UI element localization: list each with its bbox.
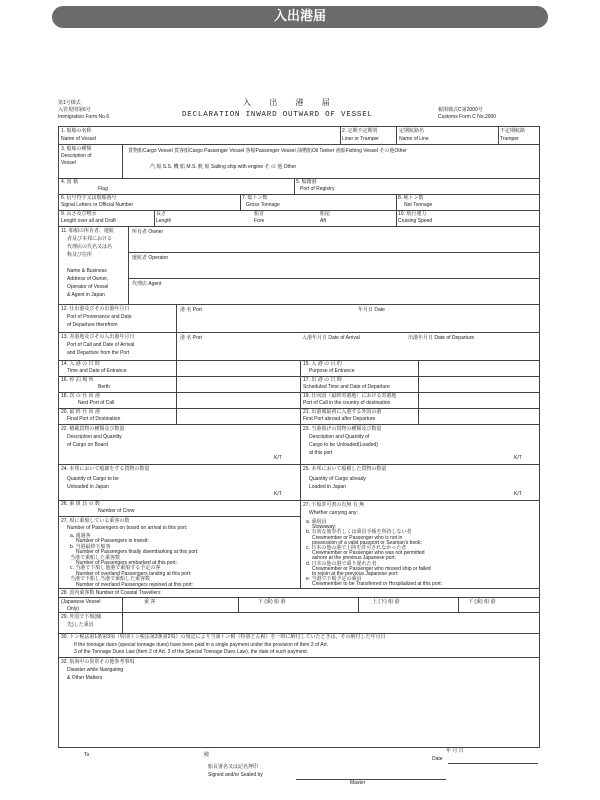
fore-label-en: Fore: [254, 218, 265, 224]
gross-tonnage-label-en: Gross Tonnage: [246, 202, 280, 208]
propulsion-options: 汽 船 S.S. 機 船 M.S. 帆 船 Sailing ship with engine そ の 他 Other: [150, 164, 297, 170]
vessel-name-label-en: Name of Vessel: [61, 136, 97, 142]
speed-label-en: Cruising Speed: [398, 218, 433, 224]
berth-label: 16. 停 泊 場 所: [61, 377, 94, 383]
call-arrival: 入港年月日 Date of Arrival: [302, 335, 360, 341]
cargo-unload-label-2: Description and Quantity of: [309, 434, 370, 440]
footer-dono: 殿: [204, 752, 210, 758]
owner-label-en-2: Address of Owner,: [67, 276, 109, 282]
passenger-line: a. 通過客: [70, 533, 91, 539]
page-banner: 入出港届: [52, 6, 548, 28]
provenance-label-1: 12. 仕出港及びその出港年月日: [61, 306, 130, 312]
operator-field: 運航者 Operator: [132, 255, 169, 261]
coastal-port-col-3: 下 (乗) 船 港: [468, 599, 496, 605]
cargo-unload-label-4: at this port: [309, 450, 333, 456]
registry-port-label: 5. 船籍港: [296, 179, 317, 185]
passenger-line: b. 当港最終下船客: [70, 543, 111, 550]
aft-label-en: Aft: [320, 218, 327, 224]
aft-label: 船尾: [320, 211, 331, 217]
passenger-line: 当港で下船し当港で乗船した乗客数: [70, 576, 151, 583]
crew-number-label: 26. 乗 組 員 の 数: [61, 501, 100, 507]
title-japanese: 入 出 港 届: [243, 98, 338, 107]
customs-form-2: Customs Form C No.2000: [438, 114, 497, 120]
cargo-on-board-unit: K/T: [274, 455, 282, 461]
passenger-line: Number of Passengers in transit:: [76, 538, 149, 545]
entrance-time-label-en: Time and Date of Entrance: [67, 368, 127, 374]
length-draft-label: 9. 長さ及び喫水: [61, 211, 97, 217]
provenance-date: 年月日 Date: [358, 307, 385, 313]
call-port: 港 名 Port: [180, 335, 202, 341]
permit-line: Crewmember or Passenger who was not permitted: [312, 550, 425, 557]
permit-line: e. 当港で下船予定の乗員: [306, 576, 362, 583]
japanese-vessel-label: (Japanese Vessel: [61, 599, 101, 605]
liner-name-label: 定期航路名: [399, 128, 425, 134]
next-port-label: 18. 次 の 仕 向 港: [61, 393, 100, 399]
cargo-unload-label-3: Cargo to be Unloaded(Loaded): [309, 442, 378, 448]
next-port-label-en: Next Port of Call: [78, 400, 115, 406]
form-number-1: 第1号様式: [58, 100, 81, 106]
loaded-japan-label-2: Quantity of Cargo already: [309, 476, 366, 482]
loaded-japan-unit: K/T: [514, 491, 522, 497]
foreign-disembark-label-2: 先)した乗員: [67, 622, 94, 628]
vessel-type-label: 3. 船舶の種類: [61, 146, 92, 152]
call-label-2: Port of Call and Date of Arrival: [67, 342, 135, 348]
entrance-time-label: 14. 入 港 の 日 時: [61, 361, 100, 367]
permit-line: possession of a valid passport or Seaman's book:: [312, 539, 422, 546]
permit-line: Stowaway:: [312, 524, 337, 531]
coastal-port-col-1: 下 (乗) 船 港: [258, 599, 286, 605]
call-label-3: and Departure from the Port: [67, 350, 130, 356]
owner-label-en-3: Operator of Vessel: [67, 284, 109, 290]
cargo-on-board-label-2: Description and Quantity: [67, 434, 122, 440]
other-matters-label-2: Disaster while Navigating: [67, 667, 124, 673]
tramper-label-en: Tramper: [500, 136, 519, 142]
entrance-purpose-label: 15. 入 港 の 目 的: [303, 361, 342, 367]
crew-number-label-en: Number of Crew: [98, 508, 135, 514]
flag-label: 4. 国 籍: [61, 179, 78, 185]
loaded-japan-label-1: 25. 本邦において船積した貨物の数量: [303, 466, 387, 472]
permit-line: Crewmember to be Transferred or Hospitalized at this port:: [312, 581, 443, 588]
speed-label: 10. 航行速力: [398, 211, 427, 217]
tonnage-dues-label-3: 3 of the Tonnage Dues Law (Item 2 of Art. 3 of the Special Tonnage Dues Law), the date of such payment.: [74, 649, 309, 655]
provenance-label-3: of Departure therefrom: [67, 322, 118, 328]
tonnage-dues-label-2: If the tonnage dues (special tonnage dues) have been paid in a single payment under the provision of Item 2 of Art.: [74, 642, 329, 648]
call-label-1: 13. 寄港地及びその入出港年月日: [61, 334, 135, 340]
first-port-abroad-label: 21. 出港後最初に入港する外国の港: [303, 409, 382, 415]
departure-time-label-en: Scheduled Time and Date of Departure: [303, 384, 390, 390]
coastal-passenger-col: 乗 客: [144, 599, 156, 605]
signature-label: 船長署名又は記名押印: [208, 764, 259, 770]
foreign-disembark-label-1: 29. 外国で下船(傭: [61, 614, 102, 620]
liner-tramper-label-en: Liner or Tramper: [342, 136, 379, 142]
unload-japan-label-2: Quantity of Cargo to be: [67, 476, 119, 482]
owner-field: 所有者 Owner: [132, 229, 164, 235]
signal-letters-label-en: Signal Letters or Official Number: [61, 202, 134, 208]
signature-label-en: Signed and/or Sealed by: [208, 772, 263, 778]
other-matters-label-1: 32. 航海中の異常その他参考事項: [61, 659, 135, 665]
vessel-name-label: 1. 船舶の名称: [61, 128, 92, 134]
loaded-japan-label-3: Loaded in Japan: [309, 484, 346, 490]
owner-label-1: 11. 船舶の所有者、運航: [61, 228, 114, 234]
tonnage-dues-label-1: 30. トン税法第1条第3項（特別トン税法第3条第2項）の規定により当該トン税（特別とん税）を一時に納付していたときは、その納付した年月日: [61, 634, 386, 640]
declaration-form: [58, 52, 540, 788]
title-english: DECLARATION INWARD OUTWARD OF VESSEL: [182, 111, 373, 119]
owner-label-en-4: & Agent in Japan: [67, 292, 105, 298]
japanese-vessel-only-label: Only): [67, 606, 79, 612]
permit-line: c. 日本の他の港で上陸を許可されなかった者: [306, 545, 407, 551]
registry-port-label-en: Port of Registry: [300, 186, 335, 192]
liner-name-label-en: Name of Line: [399, 136, 429, 142]
gross-tonnage-label: 7. 総トン数: [242, 195, 268, 201]
vessel-type-label-en1: Description of: [61, 153, 92, 159]
liner-tramper-label: 2. 定期不定期別: [342, 128, 378, 134]
flag-label-en: Flag: [98, 186, 108, 192]
final-destination-label: 20. 最 終 仕 向 港: [61, 409, 100, 415]
passengers-header: 27. 現に乗船している乗客の数: [61, 518, 130, 524]
cargo-on-board-label-1: 22. 積載貨物の種類及び数量: [61, 426, 125, 432]
other-matters-label-3: & Other Matters: [67, 675, 103, 681]
final-destination-label-en: Final Port of Destination: [67, 416, 121, 422]
owner-label-3: 代理店の氏名又は名: [67, 244, 113, 250]
owner-label-en-1: Name & Business: [67, 268, 107, 274]
footer-to: To: [84, 752, 90, 758]
passenger-line: Number of overland Passengers landing at this port:: [76, 570, 192, 577]
provenance-label-2: Port of Provenance and Date: [67, 314, 132, 320]
permit-line: d. 日本の他の港で乗り遅れた者: [306, 560, 377, 567]
cargo-on-board-label-3: of Cargo on Board: [67, 442, 108, 448]
permit-label-en: Whether carrying any:: [309, 510, 358, 516]
vessel-type-options: 貨物船Cargo Vessel 貨客船Cargo Passenger Vessel 客船Passenger Vessel 油槽船Oil Tanker 漁船Fishing Vessel その他Other: [128, 148, 407, 154]
fore-label: 船首: [254, 211, 265, 217]
form-number-3: Immigration Form No.6: [58, 114, 110, 120]
cargo-unload-unit: K/T: [514, 455, 522, 461]
form-number-2: 入管規則第6号: [58, 107, 91, 113]
unload-japan-label-1: 24. 本邦において船卸をする貨物の数量: [61, 466, 150, 472]
length-draft-label-en: Length over all and Draft: [61, 218, 116, 224]
coastal-travellers-label: 28. 国内乗客数 Number of Coastal Travellers: [61, 590, 161, 596]
passenger-line: Number of Passengers finally disembarking at this port:: [76, 549, 199, 556]
tramper-label: 不定期航路: [500, 128, 526, 134]
passenger-line: Number of overland Passengers rejoined at this port:: [76, 581, 194, 588]
entrance-purpose-label-en: Purpose of Entrance: [309, 368, 355, 374]
passenger-line: 当港で乗船した乗客数: [70, 554, 121, 561]
net-tonnage-label: 8. 純トン数: [398, 195, 424, 201]
permit-line: to rejoin at the previous Japanese port:: [312, 571, 399, 577]
unload-japan-label-3: Unloaded in Japan: [67, 484, 109, 490]
departure-time-label: 17. 出 港 の 日 時: [303, 377, 342, 383]
destination-call-label: 19. 仕向国（最終寄港地）における寄港地: [303, 393, 397, 399]
net-tonnage-label-en: Net Tonnage: [404, 202, 433, 208]
length-label-en: Length: [156, 218, 172, 224]
permit-line: b. 有効な旅券若しくは乗員手帳を所持しない者: [306, 529, 412, 536]
permit-label: 27. 下船許可書の有無 有 無: [303, 502, 365, 508]
owner-label-4: 称及び住所: [67, 252, 93, 258]
call-departure: 出港年月日 Date of Departure: [408, 335, 475, 341]
permit-line: Crewmember or Passenger who missed ship or failed: [312, 565, 431, 572]
master-label: Master: [350, 780, 366, 786]
length-label: 長さ: [156, 211, 167, 217]
customs-form-1: 税関様式C第2000号: [438, 107, 483, 113]
berth-label-en: Berth: [98, 384, 110, 390]
footer-date-jp: 年 月 日: [446, 748, 464, 754]
vessel-type-label-en2: Vessel: [61, 160, 76, 166]
permit-line: a. 乗組員: [306, 519, 327, 525]
destination-call-label-en: Port of Call in the country of destination: [303, 400, 391, 406]
unload-japan-unit: K/T: [274, 491, 282, 497]
permit-line: Crewmember or Passenger who is not in: [312, 534, 403, 541]
first-port-abroad-label-en: First Port abroad after Departure: [303, 416, 376, 422]
agent-field: 代理店 Agent: [132, 281, 162, 287]
owner-label-2: 者及び本邦における: [67, 236, 113, 242]
passengers-header-en: Number of Passengers on board on arrival to this port:: [67, 525, 188, 531]
passenger-line: c. 当港で下船し他港で乗船する予定の客: [70, 565, 161, 572]
permit-line: ashore at the previous Japanese port:: [312, 555, 396, 562]
provenance-port: 港 名 Port: [180, 307, 202, 313]
footer-date-en: Date: [432, 756, 443, 762]
signal-letters-label: 6. 信号符字又は船舶番号: [61, 195, 117, 201]
passenger-line: Number of Passengers embarked at this port:: [76, 560, 177, 566]
coastal-port-col-2: 上 (下) 船 港: [372, 599, 400, 605]
cargo-unload-label-1: 23. 当港揚げの貨物の種類及び数量: [303, 426, 382, 432]
